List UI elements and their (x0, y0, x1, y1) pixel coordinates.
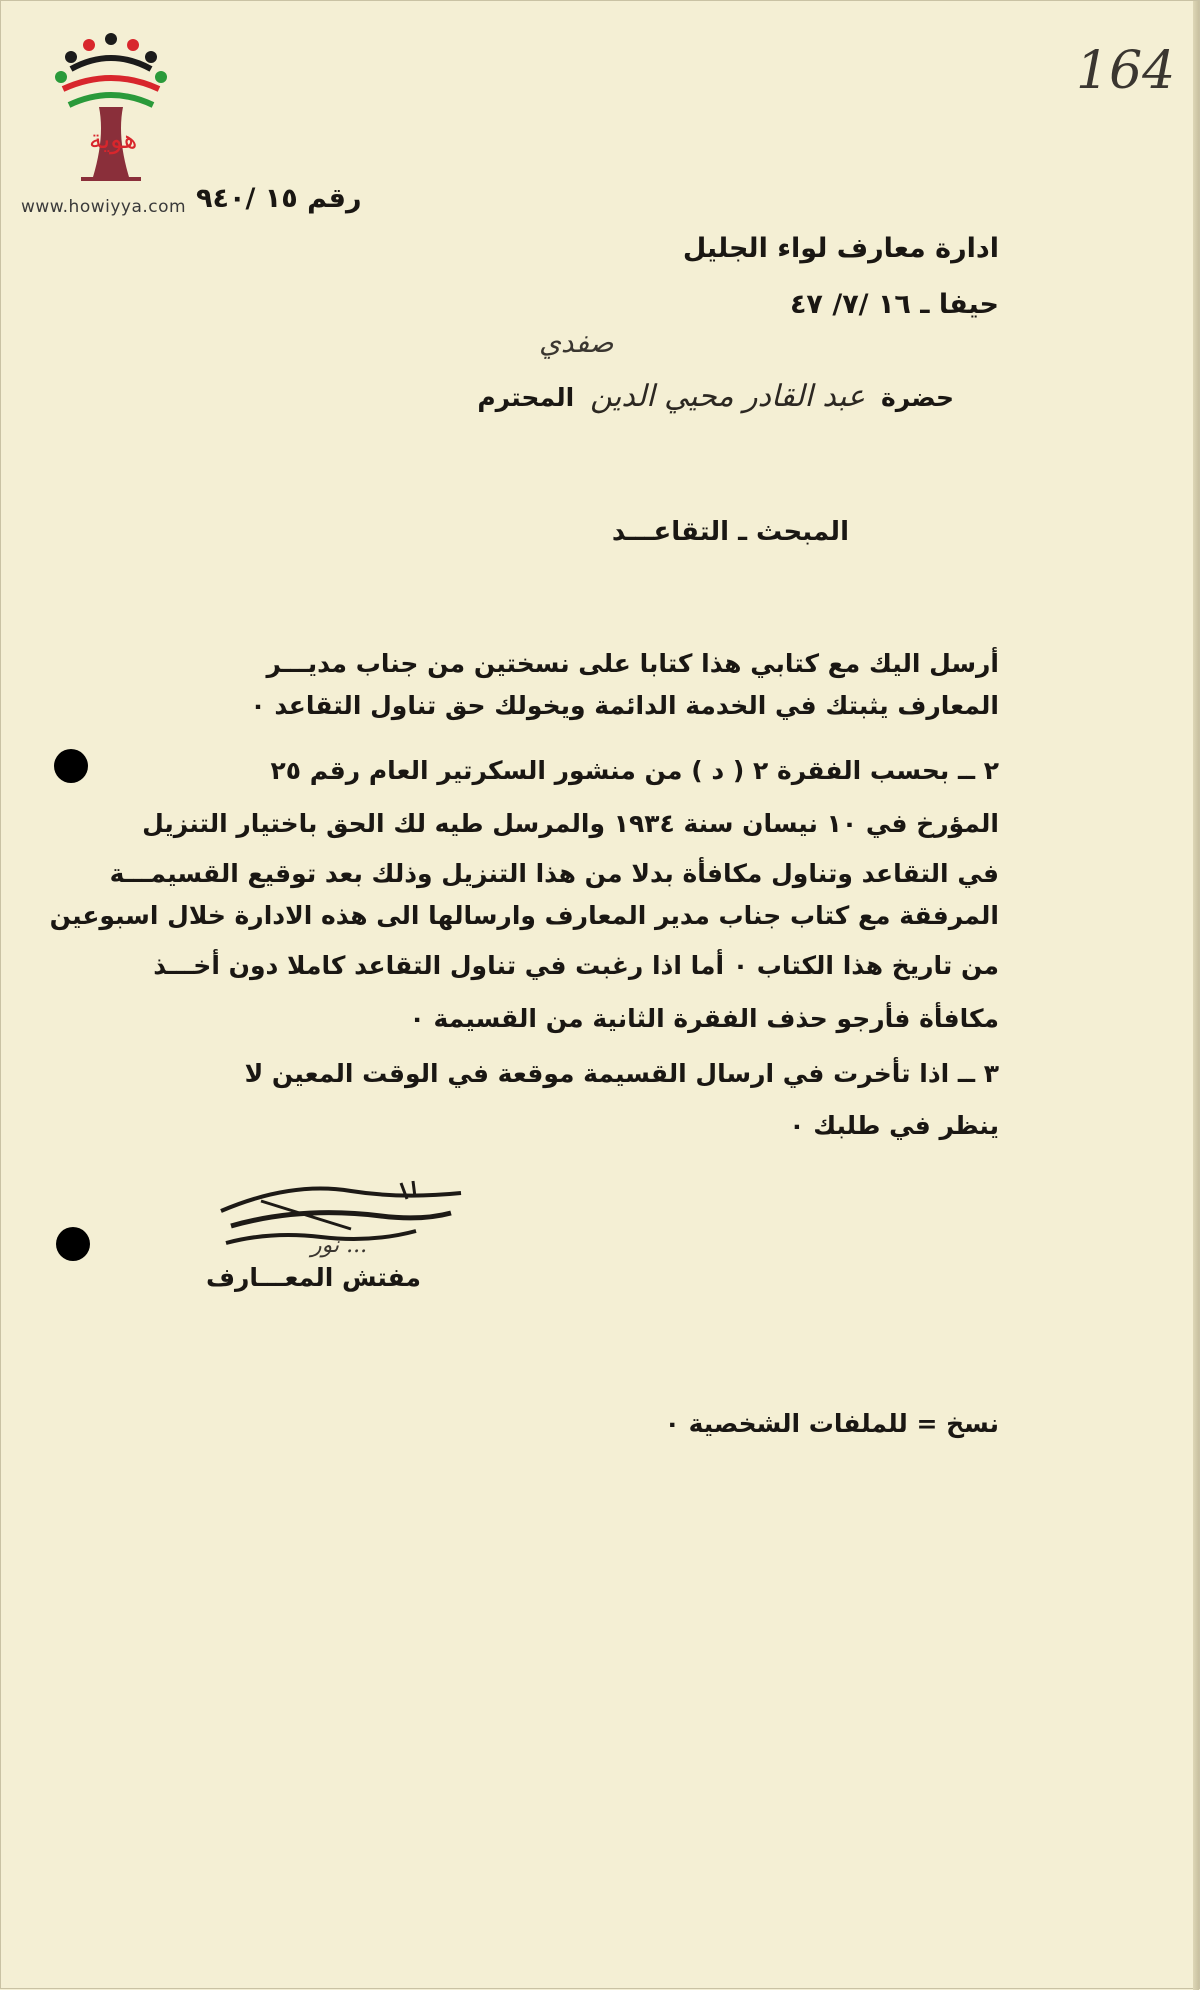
body-line: ينظر في طلبك ٠ (789, 1111, 999, 1140)
punch-hole (54, 749, 88, 783)
signature-text: نور ... (311, 1233, 368, 1258)
page-edge (1193, 1, 1199, 1990)
logo-mark-text: هوية (89, 125, 138, 155)
reference-number: رقم ١٥ /٩٤٠ (196, 183, 362, 214)
subject-line: المبحث ـ التقاعـــد (611, 517, 849, 547)
copy-to: نسخ = للملفات الشخصية ٠ (664, 1409, 999, 1438)
tree-people-logo-icon (41, 27, 181, 197)
signer-title: مفتش المعـــارف (206, 1263, 422, 1292)
body-line: من تاريخ هذا الكتاب ٠ أما اذا رغبت في تناول التقاعد كاملا دون أخـــذ (153, 951, 999, 980)
body-line: مكافأة فأرجو حذف الفقرة الثانية من القسيمة ٠ (409, 1004, 999, 1033)
place-date: حيفا ـ ١٦ /٧/ ٤٧ (789, 289, 999, 320)
body-line: في التقاعد وتناول مكافأة بدلا من هذا التنزيل وذلك بعد توقيع القسيمـــة (109, 859, 999, 888)
organization-name: ادارة معارف لواء الجليل (682, 233, 999, 264)
body-line: المرفقة مع كتاب جناب مدير المعارف وارسالها الى هذه الادارة خلال اسبوعين (49, 901, 999, 930)
body-line: أرسل اليك مع كتابي هذا كتابا على نسختين من جناب مديـــر (266, 649, 999, 678)
handwritten-annotation: صفدي (539, 326, 614, 359)
logo-site-url[interactable]: www.howiyya.com (21, 197, 187, 217)
body-line: ٢ ــ بحسب الفقرة ٢ ( د ) من منشور السكرتير العام رقم ٢٥ (270, 756, 999, 785)
page-number: 164 (1076, 41, 1176, 101)
howiyya-logo (41, 27, 181, 197)
addressee-name: عبد القادر محيي الدين (590, 379, 866, 414)
signature (201, 1171, 471, 1271)
body-line: المؤرخ في ١٠ نيسان سنة ١٩٣٤ والمرسل طيه لك الحق باختيار التنزيل (142, 809, 999, 838)
addressee-suffix: المحترم (477, 383, 575, 412)
addressee-line (477, 379, 954, 414)
addressee-prefix: حضرة (881, 383, 954, 412)
punch-hole (56, 1227, 90, 1261)
body-line: ٣ ــ اذا تأخرت في ارسال القسيمة موقعة في الوقت المعين لا (244, 1059, 999, 1088)
body-line: المعارف يثبتك في الخدمة الدائمة ويخولك حق تناول التقاعد ٠ (250, 691, 999, 720)
